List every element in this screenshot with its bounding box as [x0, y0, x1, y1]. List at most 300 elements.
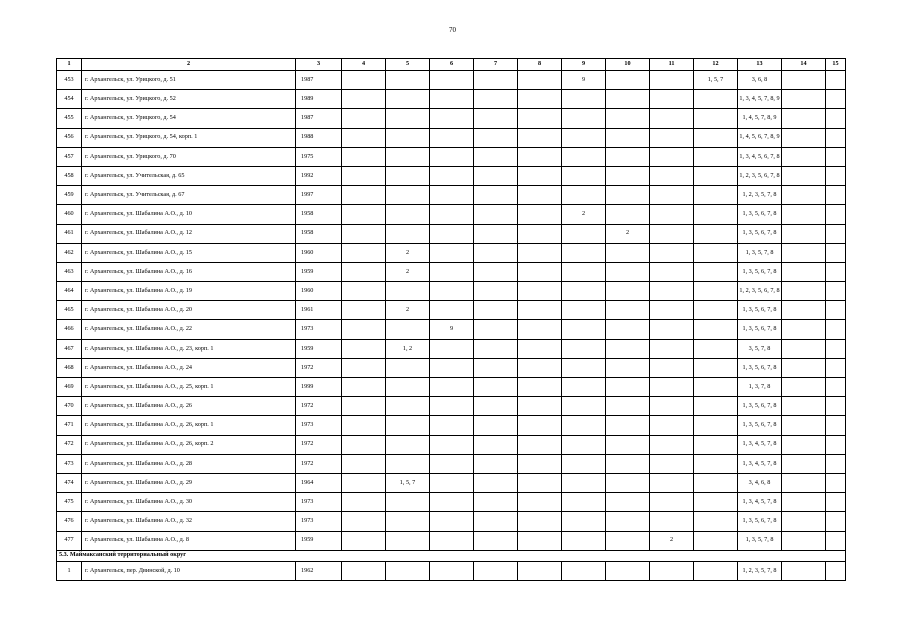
table-cell-col-9	[562, 512, 606, 531]
table-row	[57, 473, 846, 492]
table-cell-col-4	[342, 512, 386, 531]
table-cell-col-11	[650, 473, 694, 492]
table-cell-col-3: 1973	[296, 416, 342, 435]
table-cell-col-5	[386, 128, 430, 147]
table-cell-col-2: г. Архангельск, ул. Шабалина А.О., д. 10	[82, 205, 296, 224]
table-cell-col-3: 1973	[296, 512, 342, 531]
table-cell-col-10	[606, 531, 650, 550]
table-cell-col-11	[650, 435, 694, 454]
table-cell-col-10	[606, 493, 650, 512]
table-cell-col-7	[474, 224, 518, 243]
table-cell-col-6	[430, 435, 474, 454]
table-cell-col-8	[518, 128, 562, 147]
table-row	[57, 435, 846, 454]
table-cell-col-5: 2	[386, 301, 430, 320]
table-cell-col-11	[650, 71, 694, 90]
table-cell-col-2: г. Архангельск, ул. Шабалина А.О., д. 25, корп. 1	[82, 378, 296, 397]
table-cell-col-10	[606, 166, 650, 185]
table-cell-col-12	[694, 435, 738, 454]
table-cell-col-5	[386, 493, 430, 512]
table-cell-col-3: 1973	[296, 320, 342, 339]
section-header-row	[57, 550, 846, 561]
table-cell-col-14	[782, 71, 826, 90]
table-cell-col-13: 3, 4, 6, 8	[738, 473, 782, 492]
column-header-4: 4	[342, 59, 386, 71]
table-cell-col-11	[650, 90, 694, 109]
table-row	[57, 262, 846, 281]
table-cell-col-1: 469	[57, 378, 82, 397]
table-cell-col-1: 468	[57, 358, 82, 377]
table-cell-col-2: г. Архангельск, ул. Урицкого, д. 54, корп. 1	[82, 128, 296, 147]
table-cell-col-11	[650, 109, 694, 128]
table-cell-col-9: 9	[562, 71, 606, 90]
table-cell-col-11	[650, 243, 694, 262]
table-cell-col-1: 461	[57, 224, 82, 243]
table-cell-col-9	[562, 561, 606, 580]
table-cell-col-6	[430, 416, 474, 435]
table-cell-col-14	[782, 147, 826, 166]
table-cell-col-14	[782, 512, 826, 531]
table-cell-col-5: 1, 2	[386, 339, 430, 358]
table-cell-col-13: 1, 3, 5, 6, 7, 8	[738, 205, 782, 224]
table-cell-col-2: г. Архангельск, ул. Шабалина А.О., д. 8	[82, 531, 296, 550]
table-cell-col-8	[518, 416, 562, 435]
table-cell-col-1: 470	[57, 397, 82, 416]
table-cell-col-15	[826, 243, 846, 262]
table-cell-col-8	[518, 454, 562, 473]
table-cell-col-14	[782, 473, 826, 492]
table-cell-col-14	[782, 435, 826, 454]
table-cell-col-8	[518, 224, 562, 243]
table-cell-col-11	[650, 512, 694, 531]
table-cell-col-4	[342, 493, 386, 512]
table-cell-col-1: 473	[57, 454, 82, 473]
table-cell-col-9	[562, 531, 606, 550]
table-cell-col-12	[694, 166, 738, 185]
table-cell-col-5	[386, 224, 430, 243]
table-cell-col-2: г. Архангельск, ул. Шабалина А.О., д. 19	[82, 282, 296, 301]
table-cell-col-7	[474, 531, 518, 550]
table-cell-col-13: 1, 3, 5, 6, 7, 8	[738, 262, 782, 281]
table-cell-col-2: г. Архангельск, ул. Урицкого, д. 52	[82, 90, 296, 109]
table-cell-col-1: 453	[57, 71, 82, 90]
table-row	[57, 109, 846, 128]
table-cell-col-9	[562, 90, 606, 109]
table-cell-col-15	[826, 147, 846, 166]
table-cell-col-12	[694, 397, 738, 416]
table-cell-col-5	[386, 109, 430, 128]
table-cell-col-13: 1, 3, 5, 6, 7, 8	[738, 416, 782, 435]
table-cell-col-14	[782, 128, 826, 147]
table-cell-col-4	[342, 397, 386, 416]
table-row	[57, 186, 846, 205]
column-header-11: 11	[650, 59, 694, 71]
table-cell-col-10: 2	[606, 224, 650, 243]
table-cell-col-11	[650, 282, 694, 301]
column-header-12: 12	[694, 59, 738, 71]
table-cell-col-10	[606, 186, 650, 205]
table-cell-col-9	[562, 320, 606, 339]
table-cell-col-10	[606, 301, 650, 320]
table-cell-col-12	[694, 378, 738, 397]
table-cell-col-3: 1972	[296, 435, 342, 454]
table-row	[57, 397, 846, 416]
table-cell-col-10	[606, 435, 650, 454]
table-cell-col-15	[826, 71, 846, 90]
table-row	[57, 128, 846, 147]
table-cell-col-6	[430, 493, 474, 512]
table-cell-col-15	[826, 166, 846, 185]
table-row	[57, 147, 846, 166]
table-cell-col-12	[694, 128, 738, 147]
table-cell-col-6	[430, 186, 474, 205]
table-cell-col-7	[474, 147, 518, 166]
table-cell-col-9	[562, 378, 606, 397]
table-cell-col-5	[386, 531, 430, 550]
table-cell-col-7	[474, 358, 518, 377]
table-cell-col-9	[562, 282, 606, 301]
table-cell-col-7	[474, 90, 518, 109]
table-cell-col-15	[826, 282, 846, 301]
table-cell-col-4	[342, 454, 386, 473]
table-cell-col-13: 1, 3, 5, 7, 8	[738, 243, 782, 262]
table-cell-col-5: 1, 5, 7	[386, 473, 430, 492]
table-cell-col-12	[694, 339, 738, 358]
table-cell-col-6	[430, 90, 474, 109]
table-cell-col-7	[474, 186, 518, 205]
table-cell-col-11	[650, 339, 694, 358]
table-cell-col-13: 1, 3, 4, 5, 7, 8	[738, 435, 782, 454]
column-header-10: 10	[606, 59, 650, 71]
table-cell-col-13: 1, 3, 4, 5, 7, 8	[738, 493, 782, 512]
table-cell-col-7	[474, 205, 518, 224]
table-cell-col-15	[826, 109, 846, 128]
table-cell-col-12	[694, 358, 738, 377]
table-cell-col-15	[826, 435, 846, 454]
table-cell-col-3: 1972	[296, 358, 342, 377]
table-cell-col-6	[430, 397, 474, 416]
table-cell-col-12	[694, 243, 738, 262]
table-cell-col-5	[386, 166, 430, 185]
table-cell-col-8	[518, 435, 562, 454]
column-header-14: 14	[782, 59, 826, 71]
table-cell-col-4	[342, 147, 386, 166]
table-cell-col-14	[782, 224, 826, 243]
table-cell-col-9	[562, 416, 606, 435]
table-cell-col-14	[782, 531, 826, 550]
column-header-2: 2	[82, 59, 296, 71]
table-cell-col-6	[430, 339, 474, 358]
table-cell-col-2: г. Архангельск, ул. Шабалина А.О., д. 28	[82, 454, 296, 473]
table-cell-col-5	[386, 397, 430, 416]
table-row	[57, 282, 846, 301]
table-cell-col-9	[562, 473, 606, 492]
table-cell-col-13: 1, 3, 5, 6, 7, 8	[738, 358, 782, 377]
table-cell-col-6	[430, 243, 474, 262]
table-cell-col-13: 1, 2, 3, 5, 7, 8	[738, 186, 782, 205]
table-cell-col-3: 1972	[296, 397, 342, 416]
table-row	[57, 561, 846, 580]
table-cell-col-5	[386, 416, 430, 435]
table-cell-col-9	[562, 224, 606, 243]
table-cell-col-2: г. Архангельск, ул. Шабалина А.О., д. 30	[82, 493, 296, 512]
table-cell-col-10	[606, 378, 650, 397]
table-cell-col-1: 475	[57, 493, 82, 512]
table-cell-col-8	[518, 147, 562, 166]
table-cell-col-4	[342, 90, 386, 109]
table-row	[57, 205, 846, 224]
table-cell-col-2: г. Архангельск, ул. Урицкого, д. 70	[82, 147, 296, 166]
table-cell-col-3: 1987	[296, 109, 342, 128]
table-cell-col-12	[694, 186, 738, 205]
table-cell-col-3: 1959	[296, 531, 342, 550]
table-cell-col-11	[650, 561, 694, 580]
table-cell-col-9	[562, 301, 606, 320]
table-cell-col-1: 456	[57, 128, 82, 147]
table-cell-col-15	[826, 454, 846, 473]
table-cell-col-9	[562, 128, 606, 147]
table-cell-col-13: 1, 3, 4, 5, 7, 8	[738, 454, 782, 473]
table-cell-col-12	[694, 109, 738, 128]
table-cell-col-4	[342, 224, 386, 243]
table-cell-col-15	[826, 561, 846, 580]
table-cell-col-10	[606, 71, 650, 90]
table-cell-col-12	[694, 224, 738, 243]
table-cell-col-10	[606, 473, 650, 492]
table-cell-col-4	[342, 358, 386, 377]
table-cell-col-5	[386, 282, 430, 301]
table-cell-col-1: 467	[57, 339, 82, 358]
table-cell-col-2: г. Архангельск, ул. Шабалина А.О., д. 12	[82, 224, 296, 243]
table-cell-col-5	[386, 147, 430, 166]
table-cell-col-4	[342, 282, 386, 301]
column-header-6: 6	[430, 59, 474, 71]
table-cell-col-8	[518, 493, 562, 512]
table-cell-col-11	[650, 147, 694, 166]
table-cell-col-13: 1, 3, 5, 6, 7, 8	[738, 320, 782, 339]
table-cell-col-8	[518, 109, 562, 128]
table-cell-col-15	[826, 205, 846, 224]
table-cell-col-7	[474, 473, 518, 492]
table-body	[57, 71, 846, 581]
table-cell-col-8	[518, 531, 562, 550]
table-cell-col-1: 458	[57, 166, 82, 185]
table-cell-col-11	[650, 454, 694, 473]
table-cell-col-6	[430, 224, 474, 243]
table-cell-col-9	[562, 243, 606, 262]
table-cell-col-7	[474, 397, 518, 416]
table-row	[57, 224, 846, 243]
table-cell-col-4	[342, 301, 386, 320]
table-cell-col-4	[342, 339, 386, 358]
table-cell-col-4	[342, 166, 386, 185]
table-cell-col-3: 1999	[296, 378, 342, 397]
table-cell-col-1: 460	[57, 205, 82, 224]
table-cell-col-9	[562, 262, 606, 281]
table-cell-col-3: 1987	[296, 71, 342, 90]
page-number: 70	[449, 26, 456, 34]
table-cell-col-5	[386, 512, 430, 531]
table-cell-col-12	[694, 493, 738, 512]
table-cell-col-13: 1, 3, 4, 5, 7, 8, 9	[738, 90, 782, 109]
table-cell-col-10	[606, 243, 650, 262]
table-cell-col-14	[782, 416, 826, 435]
table-row	[57, 454, 846, 473]
table-cell-col-14	[782, 320, 826, 339]
table-cell-col-14	[782, 301, 826, 320]
table-cell-col-2: г. Архангельск, пер. Двинской, д. 10	[82, 561, 296, 580]
table-cell-col-2: г. Архангельск, ул. Шабалина А.О., д. 29	[82, 473, 296, 492]
table-cell-col-1: 472	[57, 435, 82, 454]
table-cell-col-2: г. Архангельск, ул. Шабалина А.О., д. 24	[82, 358, 296, 377]
table-row	[57, 243, 846, 262]
table-row	[57, 90, 846, 109]
table-cell-col-3: 1992	[296, 166, 342, 185]
column-header-3: 3	[296, 59, 342, 71]
table-cell-col-11: 2	[650, 531, 694, 550]
table-cell-col-8	[518, 71, 562, 90]
table-cell-col-6	[430, 262, 474, 281]
table-cell-col-15	[826, 493, 846, 512]
table-cell-col-6: 9	[430, 320, 474, 339]
table-cell-col-13: 1, 3, 5, 6, 7, 8	[738, 224, 782, 243]
table-cell-col-2: г. Архангельск, ул. Урицкого, д. 51	[82, 71, 296, 90]
table-cell-col-1: 464	[57, 282, 82, 301]
table-cell-col-2: г. Архангельск, ул. Шабалина А.О., д. 23, корп. 1	[82, 339, 296, 358]
table-cell-col-7	[474, 416, 518, 435]
table-cell-col-1: 454	[57, 90, 82, 109]
table-cell-col-8	[518, 473, 562, 492]
table-cell-col-9	[562, 109, 606, 128]
table-cell-col-14	[782, 166, 826, 185]
table-cell-col-15	[826, 416, 846, 435]
table-cell-col-6	[430, 166, 474, 185]
table-cell-col-10	[606, 416, 650, 435]
table-cell-col-3: 1997	[296, 186, 342, 205]
table-cell-col-9	[562, 147, 606, 166]
table-cell-col-9	[562, 454, 606, 473]
table-cell-col-15	[826, 301, 846, 320]
table-cell-col-9	[562, 186, 606, 205]
table-cell-col-2: г. Архангельск, ул. Шабалина А.О., д. 22	[82, 320, 296, 339]
table-cell-col-15	[826, 224, 846, 243]
table-cell-col-10	[606, 512, 650, 531]
table-cell-col-2: г. Архангельск, ул. Учительская, д. 67	[82, 186, 296, 205]
table-cell-col-12	[694, 301, 738, 320]
table-cell-col-13: 1, 4, 5, 6, 7, 8, 9	[738, 128, 782, 147]
table-cell-col-7	[474, 262, 518, 281]
table-cell-col-13: 1, 3, 4, 5, 6, 7, 8	[738, 147, 782, 166]
table-cell-col-3: 1958	[296, 205, 342, 224]
table-cell-col-13: 1, 3, 7, 8	[738, 378, 782, 397]
table-cell-col-11	[650, 262, 694, 281]
table-cell-col-12	[694, 282, 738, 301]
table-cell-col-14	[782, 282, 826, 301]
column-header-5: 5	[386, 59, 430, 71]
table-cell-col-4	[342, 186, 386, 205]
table-header	[57, 59, 846, 71]
table-cell-col-12: 1, 5, 7	[694, 71, 738, 90]
table-cell-col-3: 1958	[296, 224, 342, 243]
table-cell-col-6	[430, 128, 474, 147]
column-header-9: 9	[562, 59, 606, 71]
table-cell-col-1: 466	[57, 320, 82, 339]
table-cell-col-11	[650, 378, 694, 397]
table-cell-col-6	[430, 205, 474, 224]
table-cell-col-12	[694, 205, 738, 224]
table-cell-col-3: 1962	[296, 561, 342, 580]
table-cell-col-14	[782, 243, 826, 262]
table-cell-col-9	[562, 493, 606, 512]
table-cell-col-4	[342, 71, 386, 90]
table-cell-col-9	[562, 435, 606, 454]
table-cell-col-9	[562, 397, 606, 416]
table-cell-col-4	[342, 378, 386, 397]
table-cell-col-5	[386, 435, 430, 454]
table-cell-col-11	[650, 205, 694, 224]
table-cell-col-5: 2	[386, 262, 430, 281]
table-cell-col-12	[694, 561, 738, 580]
table-cell-col-6	[430, 301, 474, 320]
table-cell-col-7	[474, 109, 518, 128]
table-cell-col-5	[386, 358, 430, 377]
table-cell-col-10	[606, 90, 650, 109]
column-header-8: 8	[518, 59, 562, 71]
table-cell-col-6	[430, 473, 474, 492]
table-cell-col-6	[430, 71, 474, 90]
table-cell-col-9	[562, 358, 606, 377]
table-cell-col-7	[474, 454, 518, 473]
table-cell-col-5: 2	[386, 243, 430, 262]
table-cell-col-9	[562, 166, 606, 185]
table-cell-col-10	[606, 320, 650, 339]
table-cell-col-11	[650, 416, 694, 435]
table-cell-col-9	[562, 339, 606, 358]
data-table	[56, 58, 846, 581]
section-title: 5.3. Маймаксанский территориальный округ	[57, 550, 846, 561]
table-row	[57, 416, 846, 435]
table-cell-col-5	[386, 71, 430, 90]
table-row	[57, 339, 846, 358]
column-header-13: 13	[738, 59, 782, 71]
table-cell-col-8	[518, 561, 562, 580]
table-cell-col-7	[474, 71, 518, 90]
table-cell-col-14	[782, 378, 826, 397]
table-cell-col-14	[782, 109, 826, 128]
table-cell-col-1: 474	[57, 473, 82, 492]
table-cell-col-7	[474, 512, 518, 531]
table-cell-col-11	[650, 128, 694, 147]
table-cell-col-10	[606, 454, 650, 473]
table-cell-col-8	[518, 301, 562, 320]
table-cell-col-2: г. Архангельск, ул. Шабалина А.О., д. 16	[82, 262, 296, 281]
table-cell-col-5	[386, 186, 430, 205]
table-cell-col-3: 1973	[296, 493, 342, 512]
table-cell-col-10	[606, 205, 650, 224]
table-cell-col-1: 455	[57, 109, 82, 128]
table-cell-col-12	[694, 512, 738, 531]
table-cell-col-1: 471	[57, 416, 82, 435]
table-cell-col-8	[518, 243, 562, 262]
table-cell-col-8	[518, 186, 562, 205]
table-cell-col-11	[650, 224, 694, 243]
table-cell-col-8	[518, 320, 562, 339]
table-cell-col-12	[694, 320, 738, 339]
table-cell-col-1: 462	[57, 243, 82, 262]
table-cell-col-14	[782, 397, 826, 416]
table-cell-col-3: 1959	[296, 262, 342, 281]
table-cell-col-10	[606, 282, 650, 301]
